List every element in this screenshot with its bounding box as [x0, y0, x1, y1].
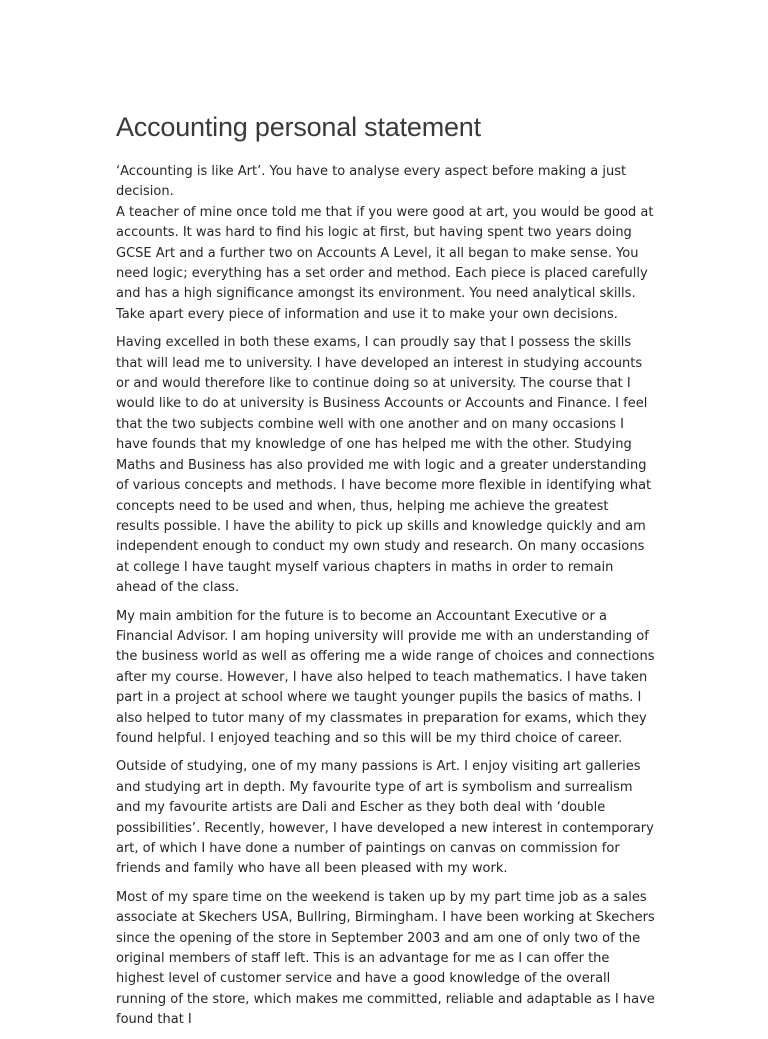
ambition-paragraph: My main ambition for the future is to become an Accountant Executive or a Financial Advisor. I am hoping university will provide me with an understanding of the business world as well as offering me a wide range of choices and connections after my course. However, I have also helped to teach mathematics. I have taken part in a project at school where we taught younger pupils the basics of maths. I also helped to tutor many of my classmates in preparation for exams, which they found helpful. I enjoyed teaching and so this will be my third choice of career. — [116, 608, 655, 746]
art-paragraph: Outside of studying, one of my many passions is Art. I enjoy visiting art galleries and studying art in depth. My favourite type of art is symbolism and surrealism and my favourite artists are Dali and Escher as they both deal with ‘double possibilities’. Recently, however, I have developed a new interest in contemporary art, of which I have done a number of paintings on canvas on commission for friends and family who have all been pleased with my work. — [116, 759, 654, 877]
opening-quote-paragraph: ‘Accounting is like Art’. You have to analyse every aspect before making a just decision. — [116, 164, 627, 200]
page-title: Accounting personal statement — [116, 112, 481, 142]
teacher-paragraph: A teacher of mine once told me that if you were good at art, you would be good at accounts. It was hard to find his logic at first, but having spent two years doing GCSE Art and a further two on Accounts A Level, it all began to make sense. You need logic; everything has a set order and method. Each piece is placed carefully and has a high significance amongst its environment. You need analytical skills. Take apart every piece of information and use it to make your own decisions. — [116, 204, 654, 322]
document-page — [116, 110, 656, 1039]
exams-paragraph: Having excelled in both these exams, I can proudly say that I possess the skills that will lead me to university. I have developed an interest in studying accounts or and would therefore like to continue doing so at university. The course that I would like to do at university is Business Accounts or Accounts and Finance. I feel that the two subjects combine well with one another and on many occasions I have founds that my knowledge of one has helped me with the other. Studying Maths and Business has also provided me with logic and a greater understanding of various concepts and methods. I have become more flexible in identifying what concepts need to be used and when, thus, helping me achieve the greatest results possible. I have the ability to pick up skills and knowledge quickly and am independent enough to conduct my own study and research. On many occasions at college I have taught myself various chapters in maths in order to remain ahead of the class. — [116, 335, 652, 596]
job-paragraph: Most of my spare time on the weekend is taken up by my part time job as a sales associate at Skechers USA, Bullring, Birmingham. I have been working at Skechers since the opening of the store in September 2003 and am one of only two of the original members of staff left. This is an advantage for me as I can offer the highest level of customer service and have a good knowledge of the overall running of the store, which makes me committed, reliable and adaptable as I have found that I — [116, 889, 655, 1028]
